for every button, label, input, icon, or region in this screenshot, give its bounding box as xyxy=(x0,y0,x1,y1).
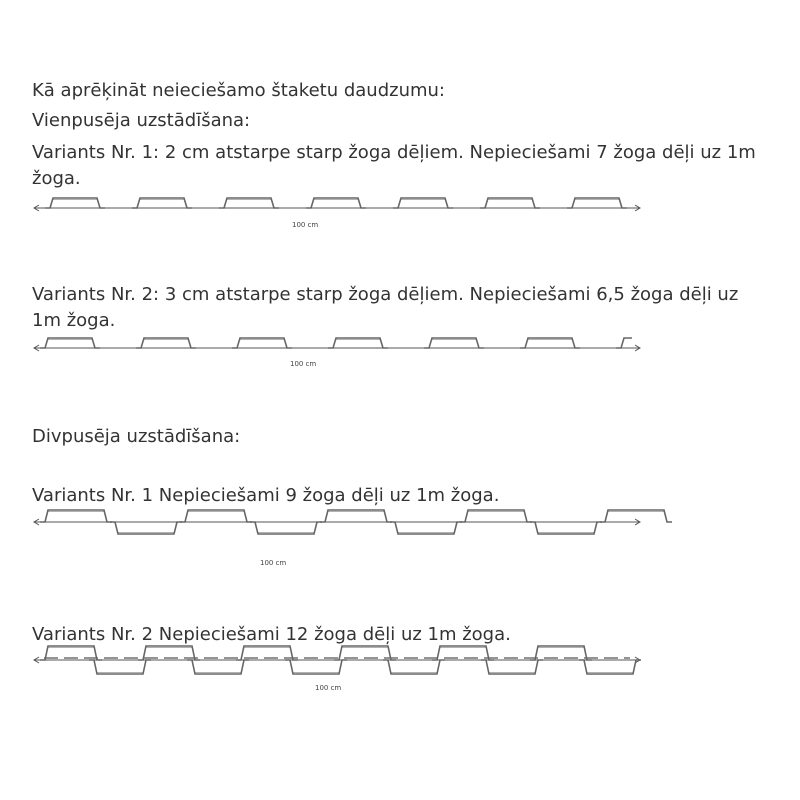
fence-board-half xyxy=(616,338,632,348)
two-sided-variant1-length-label: 100 cm xyxy=(260,559,287,567)
one-sided-variant1-text: Variants Nr. 1: 2 cm atstarpe starp žoga dēļiem. Nepieciešami 7 žoga dēļi uz 1m žoga. xyxy=(32,142,756,189)
fence-board xyxy=(579,660,641,674)
two-sided-title: Divpusēja uzstādīšana: xyxy=(32,426,241,447)
one-sided-title: Vienpusēja uzstādīšana: xyxy=(32,110,251,131)
fence-board xyxy=(89,660,151,674)
one-sided-variant1-length-label: 100 cm xyxy=(292,221,319,229)
one-sided-variant2-text: Variants Nr. 2: 3 cm atstarpe starp žoga dēļiem. Nepieciešami 6,5 žoga dēļi uz 1m žoga. xyxy=(32,284,739,331)
two-sided-variant1-diagram xyxy=(0,500,800,550)
fence-board xyxy=(383,660,445,674)
two-sided-variant2-text: Variants Nr. 2 Nepieciešami 12 žoga dēļi uz 1m žoga. xyxy=(32,624,511,645)
two-sided-variant2-length-label: 100 cm xyxy=(315,684,342,692)
fence-board xyxy=(481,660,543,674)
one-sided-variant1-diagram xyxy=(0,190,800,230)
two-sided-variant1-text: Variants Nr. 1 Nepieciešami 9 žoga dēļi uz 1m žoga. xyxy=(32,485,500,506)
page-heading: Kā aprēķināt neieciešamo štaketu daudzumu: xyxy=(32,80,445,101)
fence-board xyxy=(530,646,592,660)
fence-board xyxy=(285,660,347,674)
one-sided-variant2-diagram xyxy=(0,330,800,370)
fence-board xyxy=(187,660,249,674)
one-sided-variant2-length-label: 100 cm xyxy=(290,360,317,368)
two-sided-variant2-diagram xyxy=(0,640,800,690)
